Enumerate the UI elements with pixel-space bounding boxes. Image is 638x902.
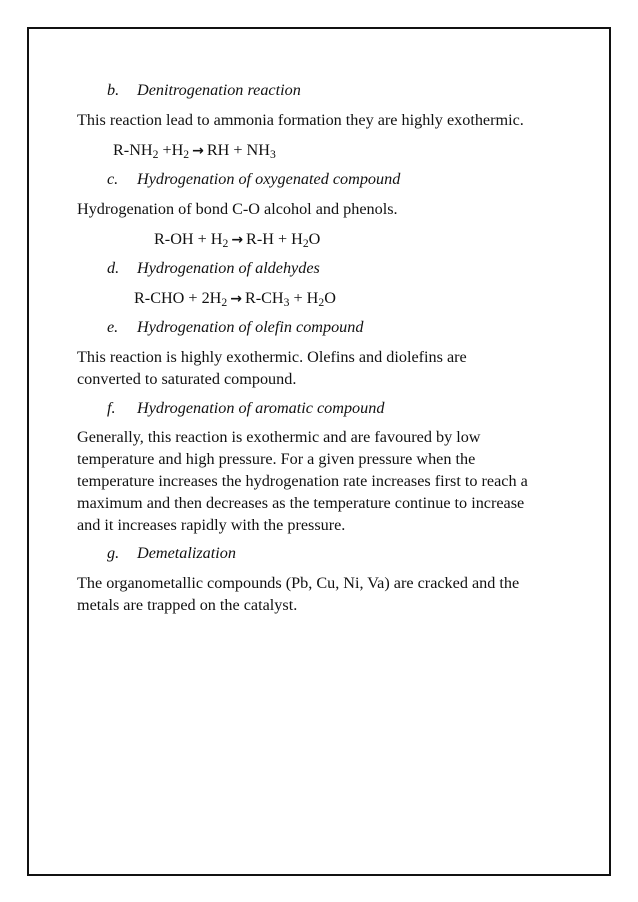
paragraph-line: The organometallic compounds (Pb, Cu, Ni, Va) are cracked and the: [77, 574, 520, 592]
equation-ammonia: $R-NH_2 +H_2$ → RH + $NH_3$: [113, 141, 276, 161]
paragraph-line: temperature increases the hydrogenation rate increases first to reach a: [77, 472, 528, 490]
heading-text: Denitrogenation reaction: [137, 81, 301, 99]
heading-olefin: [107, 317, 363, 337]
heading-text: Hydrogenation of aromatic compound: [137, 399, 385, 417]
heading-text: Hydrogenation of oxygenated compound: [137, 170, 401, 188]
paragraph-line: converted to saturated compound.: [77, 370, 297, 388]
heading-marker: g.: [107, 544, 120, 562]
heading-text: Demetalization: [137, 544, 236, 562]
arrow-icon: →: [231, 232, 244, 248]
heading-aldehydes: [107, 258, 320, 278]
arrow-icon: →: [230, 291, 242, 307]
paragraph-line: and it increases rapidly with the pressure.: [77, 516, 346, 534]
paragraph-line: Generally, this reaction is exothermic and are favoured by low: [77, 428, 481, 446]
heading-aromatic: [107, 398, 384, 418]
heading-marker: c.: [107, 170, 119, 188]
paragraph-line: temperature and high pressure. For a given pressure when the: [77, 450, 476, 468]
heading-marker: e.: [107, 318, 119, 336]
equation-aldehyde: $R-CHO + 2H_2 \to R-CH_3 + H_2O$: [134, 289, 336, 309]
heading-demetalization: [107, 543, 236, 563]
paragraph-line: This reaction is highly exothermic. Olefins and diolefins are: [77, 348, 467, 366]
equation-alcohol: $R-OH + H_2 \to R-H + H_2O$: [154, 230, 321, 250]
heading-marker: f.: [107, 399, 116, 417]
paragraph-line: maximum and then decreases as the temperature continue to increase: [77, 494, 525, 512]
paragraph-line: Hydrogenation of bond C-O alcohol and phenols.: [77, 200, 398, 218]
arrow-icon: →: [192, 143, 204, 159]
heading-text: Hydrogenation of aldehydes: [137, 259, 320, 277]
paragraph-line: metals are trapped on the catalyst.: [77, 596, 298, 614]
heading-text: Hydrogenation of olefin compound: [137, 318, 364, 336]
paragraph-line: This reaction lead to ammonia formation they are highly exothermic.: [77, 111, 524, 129]
heading-marker: d.: [107, 259, 120, 277]
heading-oxygenated: [107, 169, 400, 189]
heading-marker: b.: [107, 81, 120, 99]
heading-denitrogenation: [107, 80, 301, 100]
